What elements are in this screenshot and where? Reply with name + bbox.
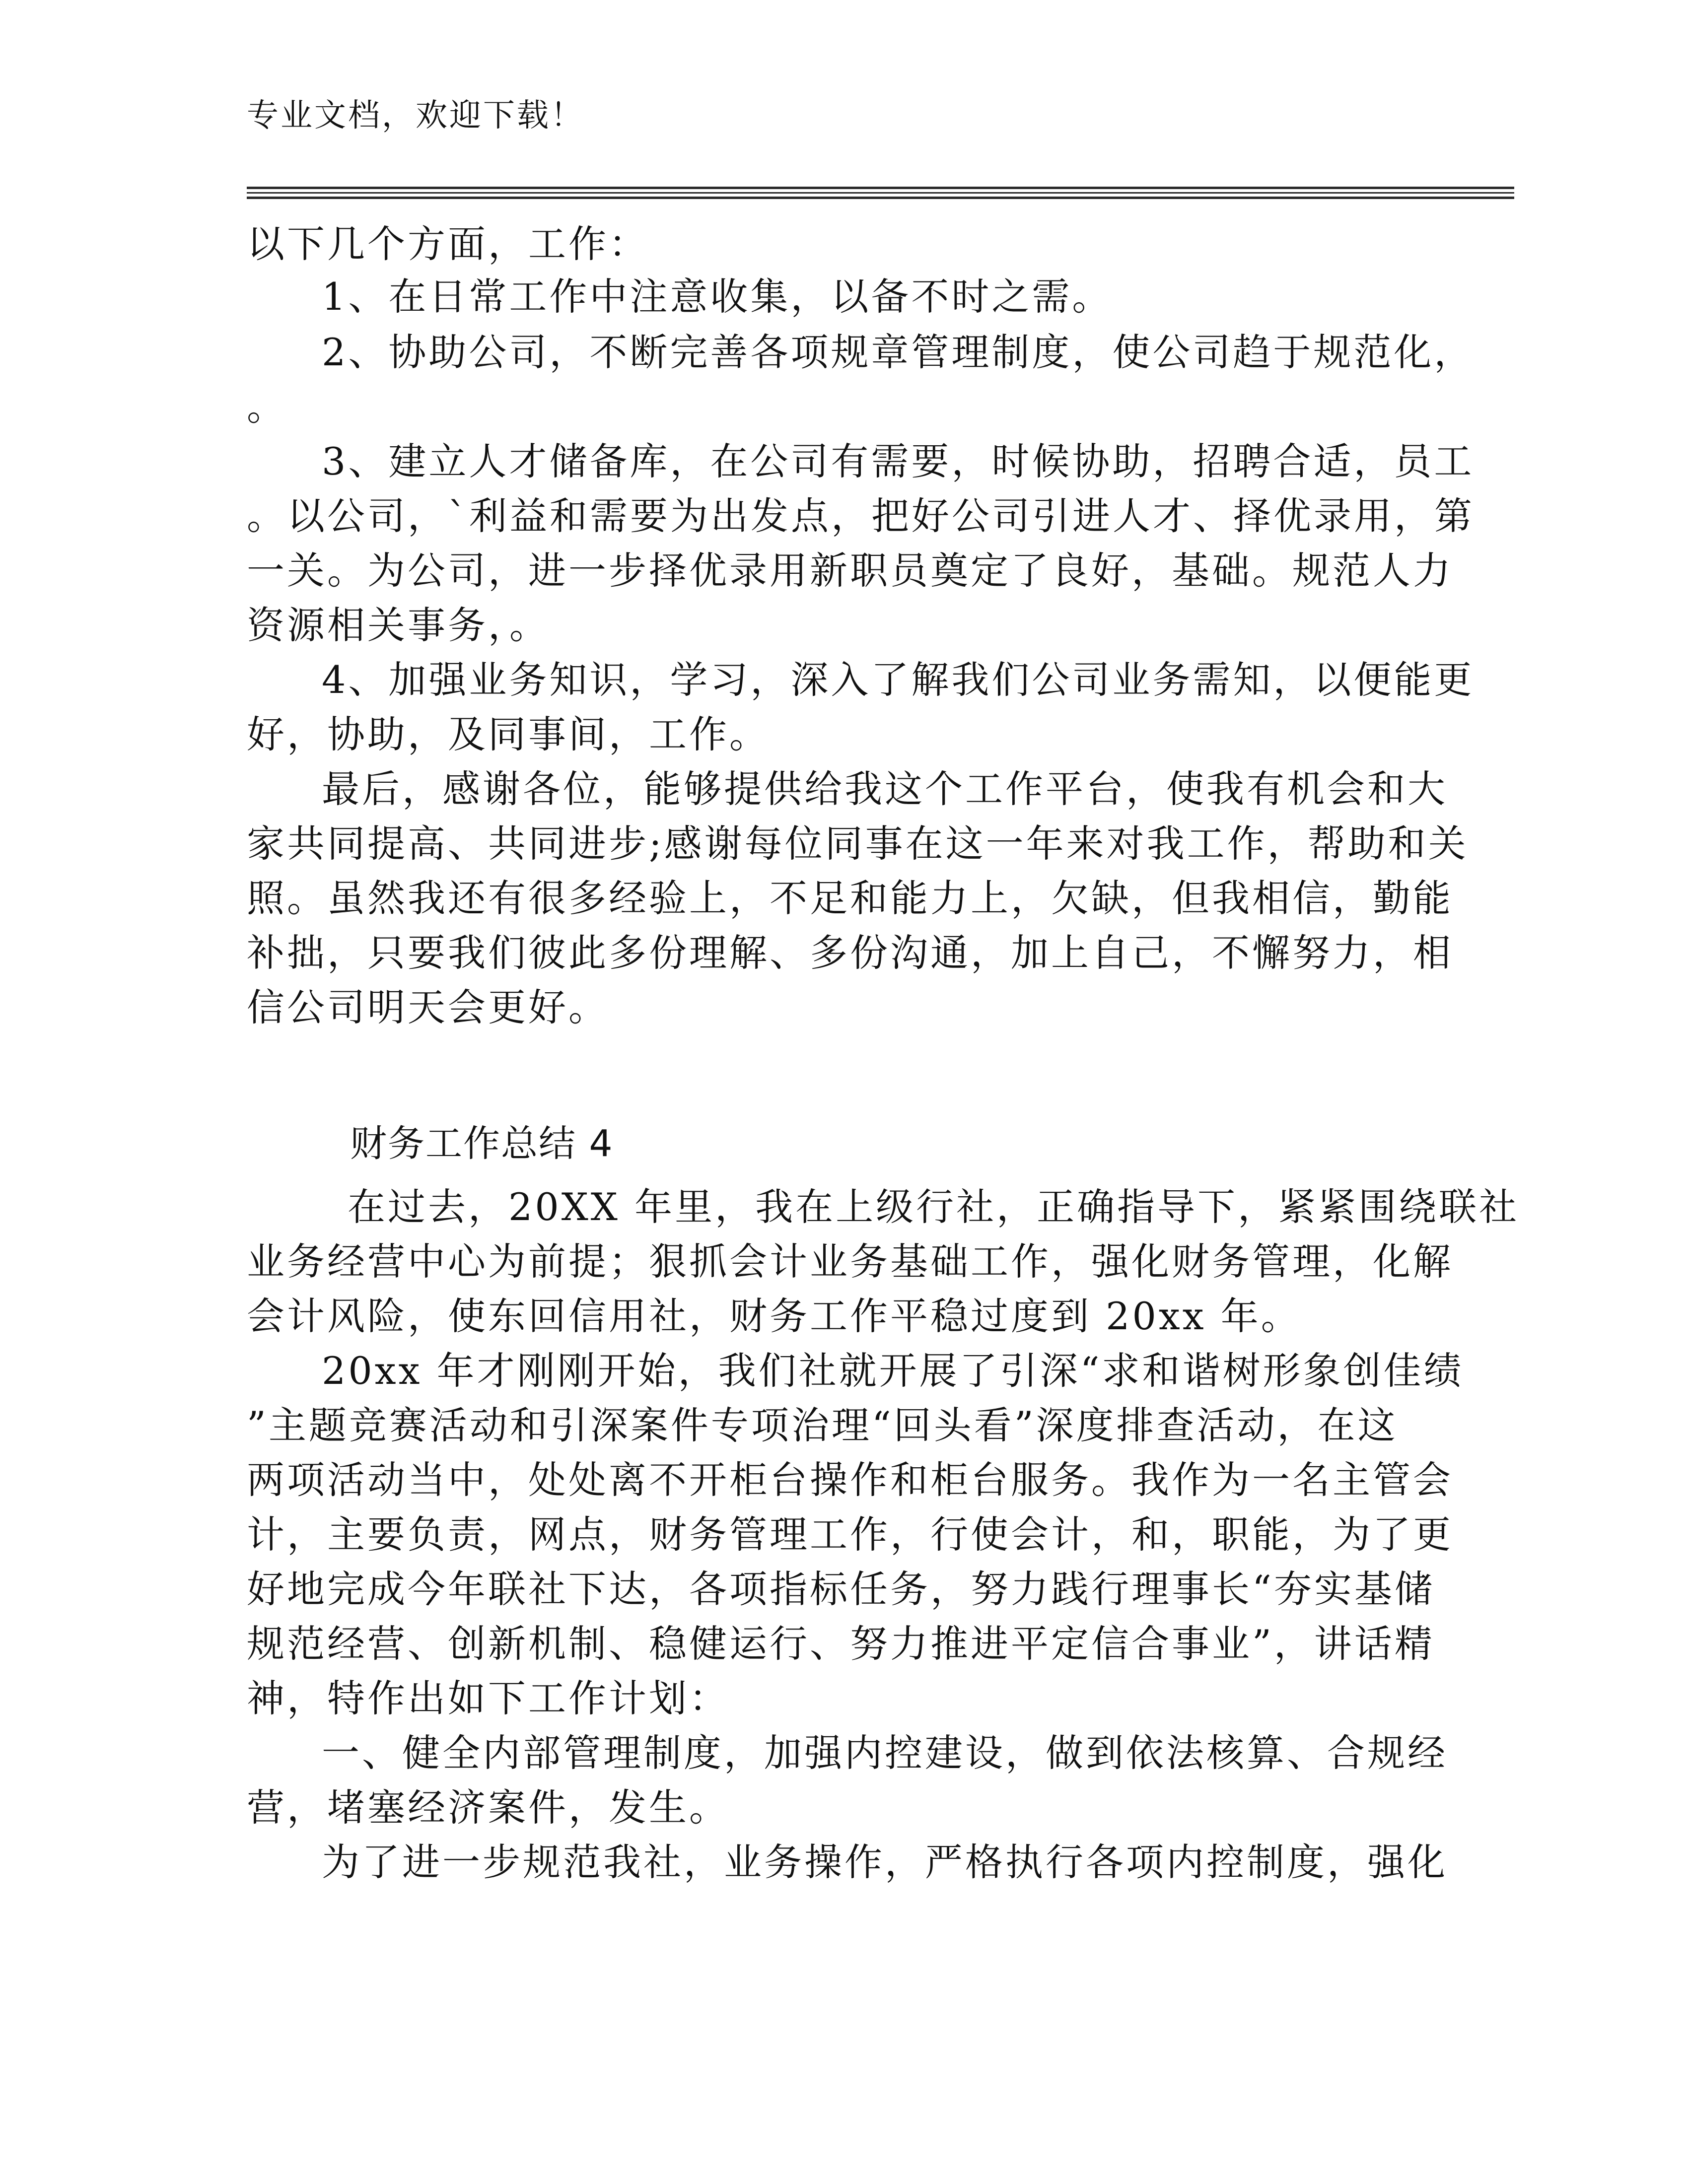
text-line: 计，主要负责，网点，财务管理工作，行使会计，和，职能，为了更	[247, 1512, 1453, 1557]
text-line: 一、健全内部管理制度，加强内控建设，做到依法核算、合规经	[322, 1731, 1448, 1775]
text-line: 。	[247, 385, 287, 429]
text-line: 业务经营中心为前提；狠抓会计业务基础工作，强化财务管理，化解	[247, 1239, 1453, 1284]
text-line: 2、协助公司，不断完善各项规章管理制度，使公司趋于规范化，	[322, 330, 1475, 374]
text-line: 规范经营、创新机制、稳健运行、努力推进平定信合事业”，讲话精	[247, 1622, 1435, 1666]
text-line: 以下几个方面，工作：	[247, 222, 649, 266]
text-line: 好，协助，及同事间，工作。	[247, 712, 770, 756]
text-line: 1、在日常工作中注意收集，以备不时之需。	[322, 274, 1113, 319]
text-line: 3、建立人才储备库，在公司有需要，时候协助，招聘合适，员工	[322, 439, 1475, 483]
header-rule-middle	[247, 192, 1514, 194]
section-heading: 财务工作总结 4	[350, 1122, 614, 1165]
text-line: 最后，感谢各位，能够提供给我这个工作平台，使我有机会和大	[322, 767, 1448, 811]
text-line: 两项活动当中，处处离不开柜台操作和柜台服务。我作为一名主管会	[247, 1458, 1453, 1502]
text-line: 20xx 年才刚刚开始，我们社就开展了引深“求和谐树形象创佳绩	[322, 1349, 1464, 1393]
text-line: 照。虽然我还有很多经验上，不足和能力上，欠缺，但我相信，勤能	[247, 876, 1453, 920]
text-line: 资源相关事务，。	[247, 603, 550, 647]
text-line: 神，特作出如下工作计划：	[247, 1676, 729, 1720]
text-line: 一关。为公司，进一步择优录用新职员奠定了良好，基础。规范人力	[247, 548, 1453, 593]
header-rule-top	[247, 187, 1514, 189]
text-line: 会计风险，使东回信用社，财务工作平稳过度到 20xx 年。	[247, 1294, 1301, 1338]
text-line: ”主题竞赛活动和引深案件专项治理“回头看”深度排查活动，在这	[247, 1403, 1398, 1447]
text-line: 为了进一步规范我社，业务操作，严格执行各项内控制度，强化	[322, 1840, 1448, 1884]
text-line: 家共同提高、共同进步;感谢每位同事在这一年来对我工作，帮助和关	[247, 821, 1469, 866]
text-line: 。以公司，`利益和需要为出发点，把好公司引进人才、择优录用，第	[247, 494, 1475, 538]
text-line: 好地完成今年联社下达，各项指标任务，努力践行理事长“夯实基储	[247, 1567, 1435, 1611]
text-line: 补拙，只要我们彼此多份理解、多份沟通，加上自己，不懈努力，相	[247, 931, 1453, 975]
header-text: 专业文档，欢迎下载！	[247, 97, 584, 134]
header-rule-bottom	[247, 197, 1514, 199]
text-line: 4、加强业务知识，学习，深入了解我们公司业务需知，以便能更	[322, 658, 1475, 702]
text-line: 在过去，20XX 年里，我在上级行社，正确指导下，紧紧围绕联社	[348, 1185, 1520, 1229]
text-line: 营，堵塞经济案件，发生。	[247, 1785, 729, 1830]
text-line: 信公司明天会更好。	[247, 985, 609, 1029]
